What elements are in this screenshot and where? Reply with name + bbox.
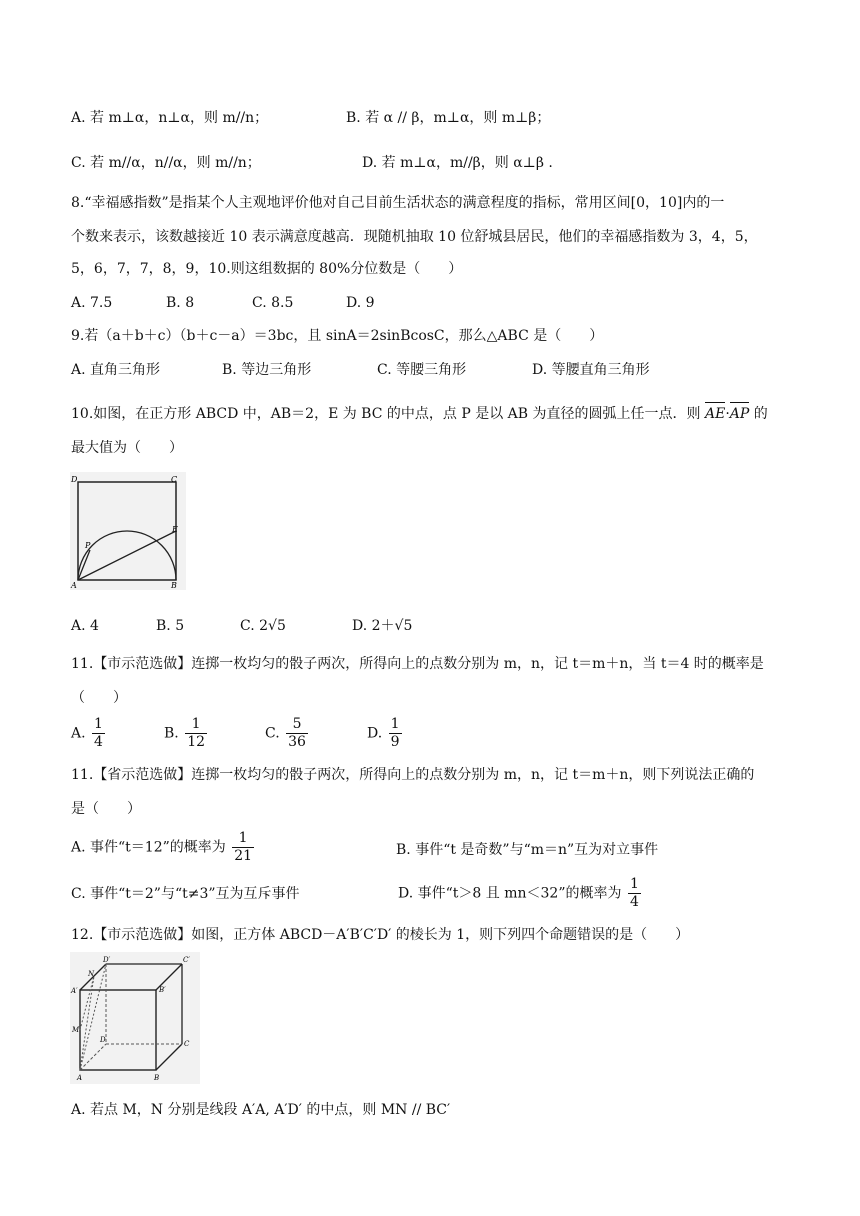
- q7-option-b: B. 若 α // β，m⊥α，则 m⊥β；: [346, 110, 551, 126]
- fig-label-d: D: [71, 475, 78, 484]
- q9-option-a: A. 直角三角形: [71, 362, 161, 378]
- fig-label-n: N: [88, 970, 95, 978]
- q8-stem-line1: 8.“幸福感指数”是指某个人主观地评价他对自己目前生活状态的满意程度的指标，常用区间[0，10]内的一: [71, 195, 725, 211]
- fraction: $\frac{1}{12}$: [187, 716, 206, 750]
- q11a-stem-line1: 11.【市示范选做】连掷一枚均匀的骰子两次，所得向上的点数分别为 m，n，记 t＝m＋n，当 t＝4 时的概率是: [71, 656, 764, 672]
- q10-square-figure: [70, 472, 186, 590]
- q7-option-a: A. 若 m⊥α，n⊥α，则 m//n；: [71, 110, 269, 126]
- fraction: $\frac{1}{4}$: [629, 876, 639, 910]
- q8-stem-line3: 5，6，7，7，8，9，10.则这组数据的 80%分位数是（ ）: [71, 261, 463, 277]
- fig-label-m: M: [72, 1026, 80, 1034]
- fig-label-c: C: [184, 1040, 190, 1048]
- q11b-stem-line1: 11.【省示范选做】连掷一枚均匀的骰子两次，所得向上的点数分别为 m，n，记 t＝m＋n，则下列说法正确的: [71, 767, 755, 783]
- fig-label-aprime: A′: [71, 987, 78, 995]
- q10-option-b: B. 5: [156, 618, 185, 634]
- q8-option-b: B. 8: [166, 295, 195, 311]
- vector-ae: AE: [705, 402, 725, 424]
- fig-label-dprime: D′: [103, 956, 111, 964]
- q9-option-d: D. 等腰直角三角形: [532, 362, 650, 378]
- vector-ap: AP: [730, 402, 750, 424]
- q11b-option-b: B. 事件“t 是奇数”与“m＝n”互为对立事件: [396, 842, 659, 858]
- q11a-option-c: C. $\frac{5}{36}$: [265, 716, 306, 750]
- q11a-stem-line2: （ ）: [71, 690, 127, 706]
- fraction: $\frac{1}{21}$: [234, 830, 253, 864]
- q11a-option-a: A. $\frac{1}{4}$: [71, 716, 103, 750]
- q12-cube-figure: [70, 952, 200, 1084]
- q8-option-d: D. 9: [346, 295, 375, 311]
- q10-option-c: C. 2√5: [240, 618, 286, 634]
- q10-stem-line2: 最大值为（ ）: [71, 440, 183, 456]
- fig-label-c: C: [171, 475, 178, 484]
- fig-label-b: B: [171, 581, 177, 590]
- q11a-option-b: B. $\frac{1}{12}$: [164, 716, 206, 750]
- q10-stem-line1: [71, 402, 791, 424]
- q11b-option-c: C. 事件“t＝2”与“t≠3”互为互斥事件: [71, 886, 300, 902]
- q8-stem-line2: 个数来表示，该数越接近 10 表示满意度越高．现随机抽取 10 位舒城县居民，他们的幸福感指数为 3，4，5，: [71, 229, 758, 245]
- fraction: $\frac{1}{4}$: [94, 716, 103, 750]
- q12-stem: 12.【市示范选做】如图，正方体 ABCD－A′B′C′D′ 的棱长为 1，则下列四个命题错误的是（ ）: [71, 927, 690, 943]
- q10-stem-end: 的: [753, 406, 768, 422]
- q9-stem: 9.若（a＋b＋c）（b＋c－a）＝3bc，且 sinA＝2sinBcosC，那么△ABC 是（ ）: [71, 328, 604, 344]
- fig-label-p: P: [85, 541, 91, 550]
- q7-option-c: C. 若 m//α，n//α，则 m//n；: [71, 155, 261, 171]
- q8-option-c: C. 8.5: [252, 295, 294, 311]
- q11b-stem-line2: 是（ ）: [71, 801, 141, 817]
- dot-operator: ·: [725, 406, 730, 422]
- q12-option-a: A. 若点 M，N 分别是线段 A′A, A′D′ 的中点，则 MN // BC′: [71, 1102, 451, 1118]
- q11b-option-d: D. 事件“t＞8 且 mn＜32”的概率为 $\frac{1}{4}$: [398, 876, 639, 910]
- q9-option-b: B. 等边三角形: [222, 362, 312, 378]
- q7-option-d: D. 若 m⊥α，m//β，则 α⊥β .: [362, 155, 553, 171]
- q10-option-a: A. 4: [71, 618, 99, 634]
- q10-option-d: D. 2＋√5: [352, 618, 413, 634]
- fig-label-a: A: [71, 581, 77, 590]
- fraction: $\frac{1}{9}$: [390, 716, 400, 750]
- fig-label-cprime: C′: [183, 956, 190, 964]
- q11a-option-d: D. $\frac{1}{9}$: [367, 716, 400, 750]
- fig-label-d: D: [100, 1036, 106, 1044]
- fig-label-a: A: [77, 1074, 83, 1082]
- fig-label-bprime: B′: [159, 986, 166, 994]
- q10-stem-text: 10.如图，在正方形 ABCD 中，AB＝2，E 为 BC 的中点，点 P 是以 AB 为直径的圆弧上任一点．则: [71, 406, 701, 422]
- q9-option-c: C. 等腰三角形: [377, 362, 467, 378]
- fig-label-e: E: [172, 525, 178, 534]
- fraction: $\frac{5}{36}$: [288, 716, 306, 750]
- fig-label-b: B: [154, 1074, 160, 1082]
- q8-option-a: A. 7.5: [71, 295, 113, 311]
- q11b-option-a: A. 事件“t＝12”的概率为 $\frac{1}{21}$: [71, 830, 253, 864]
